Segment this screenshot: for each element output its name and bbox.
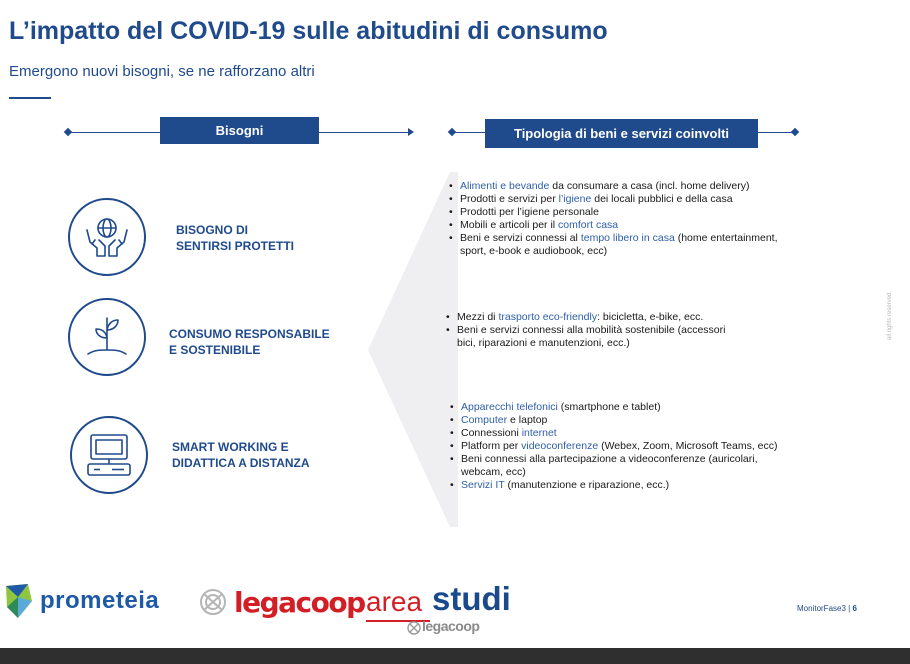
goods-list-item bbox=[450, 401, 790, 414]
highlighted-term: comfort casa bbox=[558, 219, 619, 231]
rights-note: all rights reserved bbox=[887, 292, 893, 340]
item-text: Beni connessi alla partecipazione a videoconferenze (auricolari, webcam, ecc) bbox=[461, 453, 758, 478]
hands-globe-icon bbox=[70, 200, 144, 274]
protection-circle bbox=[68, 198, 146, 276]
highlighted-term: Servizi IT bbox=[461, 479, 505, 491]
item-text: Prodotti per l’igiene personale bbox=[460, 206, 599, 218]
highlighted-term: trasporto eco-friendly bbox=[498, 311, 598, 323]
needs-column-header: Bisogni bbox=[160, 117, 319, 144]
goods-list-smart-working bbox=[450, 401, 790, 492]
arrow-chevron-shape bbox=[368, 172, 458, 527]
item-text: Mobili e articoli per il bbox=[460, 219, 559, 231]
highlighted-term: videoconferenze bbox=[521, 440, 599, 452]
item-text: e laptop bbox=[507, 414, 548, 426]
legacoop-gear-icon bbox=[196, 585, 230, 619]
item-text: Platform per bbox=[461, 440, 522, 452]
item-text: (smartphone e tablet) bbox=[557, 401, 661, 413]
page-title: L’impatto del COVID-19 sulle abitudini di consumo bbox=[9, 17, 608, 45]
need-label-smart-working bbox=[172, 439, 310, 471]
highlighted-term: Computer bbox=[461, 414, 508, 426]
need-label-sustainability bbox=[169, 326, 330, 358]
footer-source: MonitorFase3 | bbox=[797, 604, 853, 613]
item-text: (manutenzione e riparazione, ecc.) bbox=[504, 479, 670, 491]
goods-list-item bbox=[449, 180, 799, 193]
goods-connector-left bbox=[455, 132, 485, 133]
goods-list-protection bbox=[449, 180, 799, 258]
sustainability-circle bbox=[68, 298, 146, 376]
goods-list-item bbox=[449, 206, 799, 219]
areastudi-legacoop-subtext: legacoop bbox=[422, 618, 480, 634]
need-label-protection bbox=[176, 222, 294, 254]
need-label-line: E SOSTENIBILE bbox=[169, 343, 261, 357]
goods-list-item bbox=[446, 324, 746, 350]
goods-list-item bbox=[450, 427, 790, 440]
areastudi-logo bbox=[366, 580, 526, 638]
item-text: Mezzi di bbox=[457, 311, 499, 323]
need-label-line: SENTIRSI PROTETTI bbox=[176, 239, 295, 253]
item-text: Beni e servizi connessi al bbox=[460, 232, 581, 244]
legacoop-small-gear-icon bbox=[406, 620, 422, 636]
smart-working-circle bbox=[70, 416, 148, 494]
item-text: da consumare a casa (incl. home delivery) bbox=[549, 180, 750, 192]
goods-list-item bbox=[450, 414, 790, 427]
highlighted-term: Apparecchi telefonici bbox=[461, 401, 558, 413]
item-text: Beni e servizi connessi alla mobilità sostenibile (accessori bici, riparazioni e manutenzioni, ecc.) bbox=[457, 324, 726, 349]
prometeia-mark-icon bbox=[4, 583, 34, 619]
legacoop-logo bbox=[196, 585, 365, 619]
goods-list-item bbox=[446, 311, 746, 324]
legacoop-wordmark: legacoop bbox=[234, 585, 365, 619]
footer-reference bbox=[797, 604, 857, 613]
title-underline bbox=[9, 97, 51, 99]
needs-connector-right bbox=[319, 132, 409, 133]
need-label-line: CONSUMO RESPONSABILE bbox=[169, 327, 330, 341]
prometeia-wordmark: prometeia bbox=[40, 587, 160, 614]
highlighted-term: l’igiene bbox=[558, 193, 592, 205]
areastudi-area-wordmark: area bbox=[366, 586, 423, 617]
goods-list-item bbox=[449, 193, 799, 206]
areastudi-studi-wordmark: studi bbox=[432, 580, 511, 617]
item-text: : bicicletta, e-bike, ecc. bbox=[597, 311, 704, 323]
goods-list-sustainability bbox=[446, 311, 746, 350]
need-label-line: SMART WORKING E bbox=[172, 440, 289, 454]
item-text: Prodotti e servizi per bbox=[460, 193, 559, 205]
bottom-bar bbox=[0, 648, 910, 664]
highlighted-term: Alimenti e bevande bbox=[460, 180, 550, 192]
need-label-line: BISOGNO DI bbox=[176, 223, 249, 237]
goods-connector-right bbox=[758, 132, 793, 133]
goods-list-item bbox=[450, 479, 790, 492]
needs-connector-left bbox=[70, 132, 160, 133]
highlighted-term: tempo libero in casa bbox=[580, 232, 675, 244]
connector-end-diamond bbox=[791, 128, 799, 136]
item-text: (home entertainment, sport, e-book e audiobook, ecc) bbox=[460, 232, 778, 257]
page-number: 6 bbox=[852, 604, 857, 613]
page-subtitle: Emergono nuovi bisogni, se ne rafforzano altri bbox=[9, 63, 315, 80]
need-label-line: DIDATTICA A DISTANZA bbox=[172, 456, 310, 470]
highlighted-term: internet bbox=[521, 427, 557, 439]
item-text: (Webex, Zoom, Microsoft Teams, ecc) bbox=[598, 440, 778, 452]
prometeia-logo bbox=[4, 583, 159, 619]
item-text: Connessioni bbox=[461, 427, 522, 439]
computer-icon bbox=[72, 418, 146, 492]
goods-list-item bbox=[450, 453, 790, 479]
goods-column-header: Tipologia di beni e servizi coinvolti bbox=[485, 119, 758, 148]
goods-list-item bbox=[450, 440, 790, 453]
goods-list-item bbox=[449, 232, 799, 258]
item-text: dei locali pubblici e della casa bbox=[591, 193, 733, 205]
connector-arrowhead bbox=[408, 128, 414, 136]
goods-list-item bbox=[449, 219, 799, 232]
sprout-icon bbox=[70, 300, 144, 374]
